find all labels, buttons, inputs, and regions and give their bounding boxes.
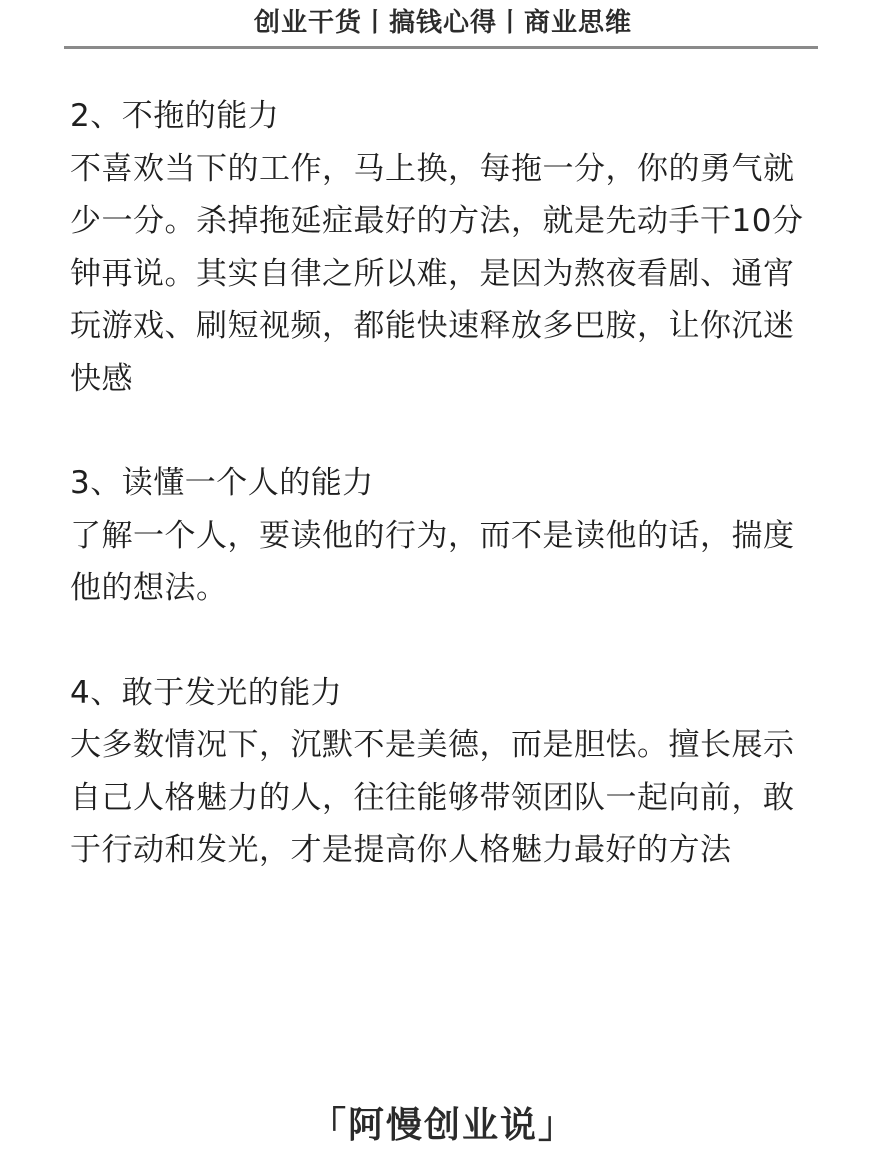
section-body: 大多数情况下，沉默不是美德，而是胆怯。擅长展示自己人格魅力的人，往往能够带领团队一起向前，敢于行动和发光，才是提高你人格魅力最好的方法 [70,727,795,868]
section-title: 2、不拖的能力 [70,98,280,134]
header-divider [64,46,818,49]
section-read-people [70,457,820,615]
header-title: 创业干货丨搞钱心得丨商业思维 [253,8,632,38]
article-content [70,90,820,929]
section-title: 3、读懂一个人的能力 [70,465,374,501]
brand-label: 「阿慢创业说」 [309,1105,576,1146]
section-body: 不喜欢当下的工作，马上换，每拖一分，你的勇气就少一分。杀掉拖延症最好的方法，就是先动手干10分钟再说。其实自律之所以难，是因为熬夜看剧、通宵玩游戏、刷短视频，都能快速释放多巴胺，让你沉迷快感 [70,150,804,397]
page-header [0,0,886,46]
section-shine [70,667,820,877]
section-procrastination [70,90,820,405]
section-body: 了解一个人，要读他的行为，而不是读他的话，揣度他的想法。 [70,517,795,606]
footer-brand [0,1098,886,1154]
section-title: 4、敢于发光的能力 [70,674,343,711]
